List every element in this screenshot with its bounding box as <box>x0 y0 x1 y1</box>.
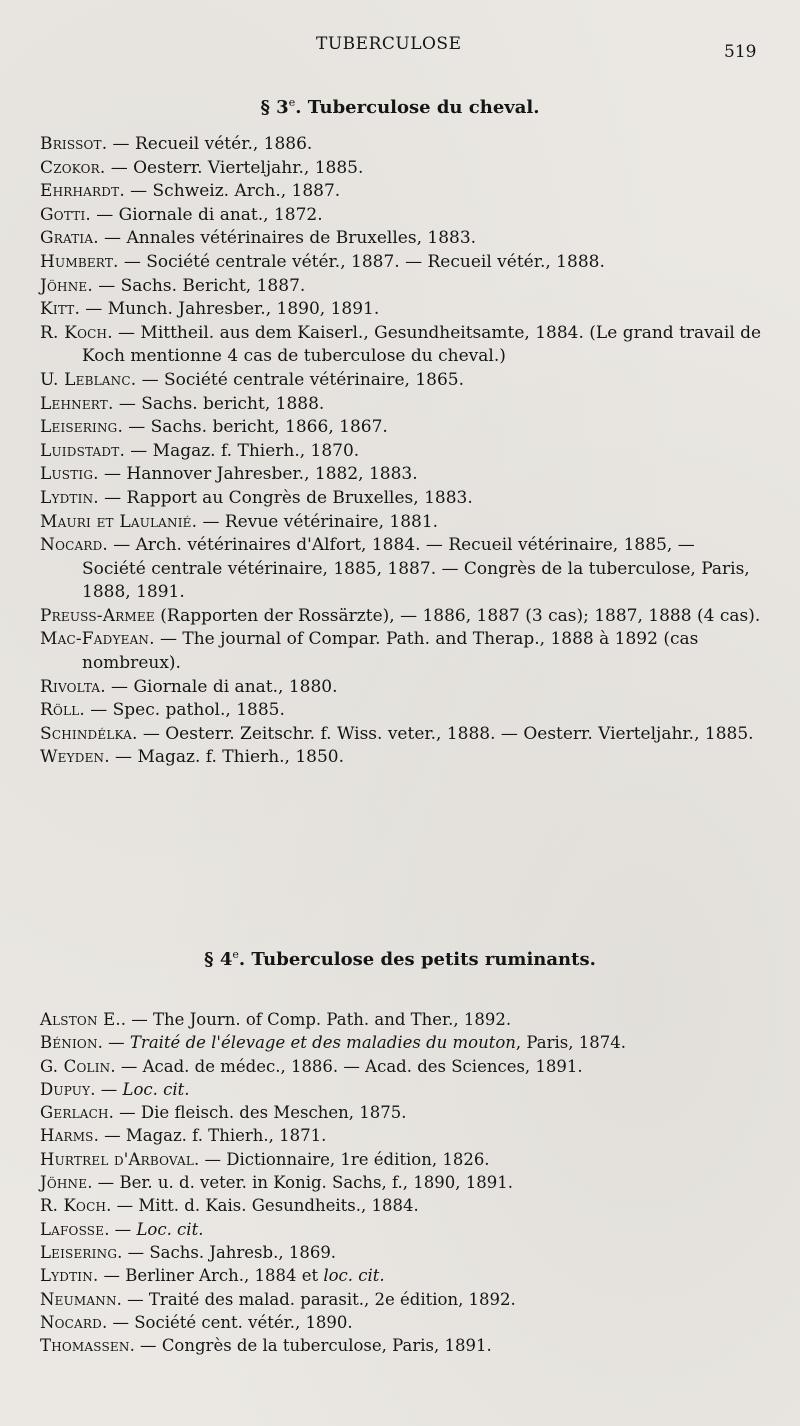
entry-author: Lafosse <box>40 1219 105 1239</box>
entry-author: Lustig <box>40 464 94 485</box>
bibliography-entry <box>40 298 762 322</box>
entry-separator: . — <box>90 1079 123 1099</box>
entry-author: Czokor <box>40 157 100 178</box>
entry-author: Ehrhardt <box>40 181 120 202</box>
entry-author: Kitt <box>40 299 75 320</box>
entry-separator: . — <box>130 369 164 390</box>
entry-author: Gratia <box>40 228 94 249</box>
entry-separator: . — <box>120 1010 154 1029</box>
entry-separator: . — <box>93 228 127 249</box>
entry-separator: . — <box>129 1336 162 1356</box>
entry-separator: . — <box>93 1126 126 1146</box>
entry-author: Hurtrel d'Arboval <box>40 1149 195 1169</box>
bibliography-entry <box>40 463 762 487</box>
bibliography-entry <box>40 157 762 181</box>
entry-separator: . — <box>110 1056 143 1076</box>
entry-reference: Sachs. Bericht, 1887. <box>120 275 306 296</box>
entry-author: Mac-Fadyean <box>40 629 150 650</box>
entry-reference: Magaz. f. Thierh., 1871. <box>125 1126 327 1146</box>
entry-author: Lehnert <box>40 393 109 414</box>
entry-reference: Berliner Arch., 1884 et loc. cit. <box>125 1266 385 1286</box>
entry-separator: . — <box>93 464 127 485</box>
entry-separator: . — <box>102 535 136 556</box>
running-head <box>0 34 800 62</box>
entry-author: Dupuy <box>40 1079 91 1099</box>
entry-author: Gerlach <box>40 1103 109 1123</box>
bibliography-entry <box>40 322 762 369</box>
entry-reference: Traité des malad. parasit., 2e édition, 1892. <box>148 1289 516 1309</box>
entry-author: R. Koch <box>40 1196 107 1216</box>
entry-reference: Arch. vétérinaires d'Alfort, 1884. — Recueil vétérinaire, 1885, — Société centrale vétérinaire, 1885, 1887. — Congrès de la tuberculose, Paris, 1888, 1891. <box>82 535 750 603</box>
entry-author: G. Colin <box>40 1056 111 1076</box>
bibliography-entry <box>40 393 762 417</box>
entry-reference: Recueil vétér., 1886. <box>134 134 313 154</box>
bibliography-entry <box>40 605 762 629</box>
bibliography-entry <box>40 275 762 299</box>
section-title: . Tuberculose des petits ruminants. <box>238 949 596 970</box>
entry-reference: Acad. de médec., 1886. — Acad. des Sciences, 1891. <box>142 1056 583 1076</box>
entry-separator: . — <box>100 676 134 697</box>
entry-author: Alston E. <box>40 1010 121 1029</box>
entry-author: Jöhne <box>40 1173 88 1193</box>
entry-author: Lydtin <box>40 487 94 508</box>
bibliography-entry <box>40 511 762 535</box>
entry-reference: Giornale di anat., 1872. <box>118 204 323 225</box>
entry-reference: Spec. pathol., 1885. <box>112 700 285 721</box>
bibliography-entry <box>40 628 762 675</box>
entry-separator: . — <box>79 700 113 721</box>
entry-reference: Annales vétérinaires de Bruxelles, 1883. <box>126 228 477 249</box>
section-number-sup: e <box>232 948 239 961</box>
bibliography-entry <box>40 1241 762 1264</box>
bibliography-entry <box>40 204 762 228</box>
entry-separator: . — <box>149 629 183 650</box>
entry-separator: . — <box>99 157 134 178</box>
entry-reference: Traité de l'élevage et des maladies du mouton, Paris, 1874. <box>129 1033 626 1053</box>
bibliography-entry <box>40 1055 762 1078</box>
entry-reference: Loc. cit. <box>136 1219 204 1239</box>
entry-reference: Munch. Jahresber., 1890, 1891. <box>107 299 380 320</box>
entry-author: Neumann <box>40 1289 117 1309</box>
entry-separator: . — <box>113 251 147 272</box>
entry-reference: Revue vétérinaire, 1881. <box>224 511 439 532</box>
entry-separator: . — <box>74 299 108 320</box>
bibliography-entry <box>40 133 762 157</box>
entry-author: Leisering <box>40 1242 118 1262</box>
bibliography-list-small-ruminants <box>40 1008 762 1357</box>
bibliography-entry <box>40 1334 762 1357</box>
bibliography-entry <box>40 227 762 251</box>
bibliography-entry <box>40 723 762 747</box>
entry-author: Röll <box>40 700 80 721</box>
entry-reference: Mitt. d. Kais. Gesundheits., 1884. <box>138 1196 419 1216</box>
entry-separator: . — <box>85 204 119 225</box>
entry-reference: Société cent. vétér., 1890. <box>134 1312 353 1332</box>
entry-author: Rivolta <box>40 676 101 697</box>
bibliography-entry <box>40 534 762 605</box>
entry-separator: . — <box>119 181 153 202</box>
entry-separator: . — <box>117 1242 150 1262</box>
entry-separator: . — <box>116 1289 149 1309</box>
running-title: TUBERCULOSE <box>316 34 462 54</box>
bibliography-entry <box>40 676 762 700</box>
bibliography-entry <box>40 416 762 440</box>
bibliography-entry <box>40 1218 762 1241</box>
entry-author: Nocard <box>40 535 103 556</box>
entry-reference: Dictionnaire, 1re édition, 1826. <box>226 1149 490 1169</box>
entry-author: Thomassen <box>40 1336 130 1356</box>
entry-reference: Sachs. bericht, 1888. <box>141 393 325 414</box>
entry-separator: . — <box>108 393 142 414</box>
entry-author: Brissot <box>40 134 102 154</box>
bibliography-entry <box>40 251 762 275</box>
bibliography-entry <box>40 1194 762 1217</box>
bibliography-entry <box>40 746 762 770</box>
section-number: § 3 <box>260 97 289 118</box>
entry-author: Harms <box>40 1126 94 1146</box>
entry-reference: Sachs. bericht, 1866, 1867. <box>150 417 388 438</box>
section-heading-horse <box>0 88 800 118</box>
entry-reference: Mittheil. aus dem Kaiserl., Gesundheitsamte, 1884. (Le grand travail de Koch mentionne 4 cas de tuberculose du cheval.) <box>82 322 762 367</box>
entry-reference: Magaz. f. Thierh., 1870. <box>152 440 360 461</box>
bibliography-entry <box>40 699 762 723</box>
entry-separator: . — <box>87 1173 120 1193</box>
entry-author: Bénion <box>40 1033 98 1053</box>
entry-reference: The journal of Compar. Path. and Therap., 1888 à 1892 (cas nombreux). <box>82 629 699 674</box>
entry-separator: . — <box>106 1196 139 1216</box>
bibliography-list-horse <box>40 133 762 770</box>
bibliography-entry <box>40 1078 762 1101</box>
bibliography-entry <box>40 1171 762 1194</box>
bibliography-entry <box>40 1264 762 1287</box>
entry-separator: . — <box>93 487 127 508</box>
entry-author: Luidstadt <box>40 440 120 461</box>
bibliography-entry <box>40 1101 762 1124</box>
entry-author: Humbert <box>40 251 114 272</box>
entry-reference: Société centrale vétérinaire, 1865. <box>163 369 465 390</box>
entry-reference: Rapport au Congrès de Bruxelles, 1883. <box>126 487 473 508</box>
section-number: § 4 <box>204 949 233 970</box>
entry-author: U. Leblanc <box>40 369 131 390</box>
entry-author: Jöhne <box>40 275 88 296</box>
bibliography-entry <box>40 1008 762 1031</box>
entry-separator: . — <box>194 1149 227 1169</box>
entry-reference: (Rapporten der Rossärzte), — 1886, 1887 (3 cas); 1887, 1888 (4 cas). <box>160 605 761 626</box>
bibliography-entry <box>40 1288 762 1311</box>
entry-separator: . — <box>87 275 121 296</box>
bibliography-entry <box>40 440 762 464</box>
entry-reference: Oesterr. Zeitschr. f. Wiss. veter., 1888. — Oesterr. Vierteljahr., 1885. <box>165 723 754 744</box>
entry-separator: . — <box>101 134 135 154</box>
entry-separator: . — <box>191 511 225 532</box>
bibliography-entry <box>40 1311 762 1334</box>
entry-reference: Société centrale vétér., 1887. — Recueil vétér., 1888. <box>146 251 605 272</box>
entry-separator: . — <box>119 440 153 461</box>
entry-separator: . — <box>101 1312 135 1332</box>
entry-reference: Oesterr. Vierteljahr., 1885. <box>133 157 364 178</box>
bibliography-entry <box>40 1031 762 1054</box>
bibliography-entry <box>40 369 762 393</box>
entry-separator: . — <box>92 1266 126 1286</box>
entry-reference: Ber. u. d. veter. in Konig. Sachs, f., 1890, 1891. <box>119 1173 513 1193</box>
entry-separator: . — <box>97 1033 130 1053</box>
entry-author: Preuss-Armee <box>40 605 155 626</box>
entry-reference: Hannover Jahresber., 1882, 1883. <box>126 464 418 485</box>
entry-separator: . — <box>117 417 151 438</box>
entry-separator: . — <box>104 1219 137 1239</box>
bibliography-entry <box>40 1124 762 1147</box>
entry-author: Lydtin <box>40 1266 93 1286</box>
entry-separator: . — <box>107 322 141 343</box>
page-number: 519 <box>724 42 757 62</box>
section-title: . Tuberculose du cheval. <box>295 97 540 118</box>
entry-author: Mauri et Laulanié <box>40 511 192 532</box>
entry-author: Gotti <box>40 204 86 225</box>
entry-separator: . — <box>108 1103 141 1123</box>
entry-reference: Loc. cit. <box>122 1079 190 1099</box>
entry-reference: The Journ. of Comp. Path. and Ther., 1892. <box>153 1010 512 1029</box>
bibliography-entry <box>40 1148 762 1171</box>
bibliography-entry <box>40 180 762 204</box>
entry-author: Schindélka <box>40 723 133 744</box>
bibliography-entry <box>40 487 762 511</box>
entry-author: Nocard <box>40 1312 102 1332</box>
entry-reference: Congrès de la tuberculose, Paris, 1891. <box>161 1336 492 1356</box>
section-heading-small-ruminants <box>0 940 800 970</box>
entry-separator: . — <box>104 747 138 768</box>
entry-author: Weyden <box>40 747 105 768</box>
entry-reference: Die fleisch. des Meschen, 1875. <box>140 1103 407 1123</box>
entry-reference: Schweiz. Arch., 1887. <box>152 181 341 202</box>
entry-reference: Giornale di anat., 1880. <box>133 676 338 697</box>
entry-reference: Magaz. f. Thierh., 1850. <box>137 747 345 768</box>
entry-author: R. Koch <box>40 322 108 343</box>
entry-reference: Sachs. Jahresb., 1869. <box>149 1242 337 1262</box>
entry-separator: . — <box>132 723 166 744</box>
section-number-sup: e <box>288 96 296 109</box>
entry-author: Leisering <box>40 417 118 438</box>
